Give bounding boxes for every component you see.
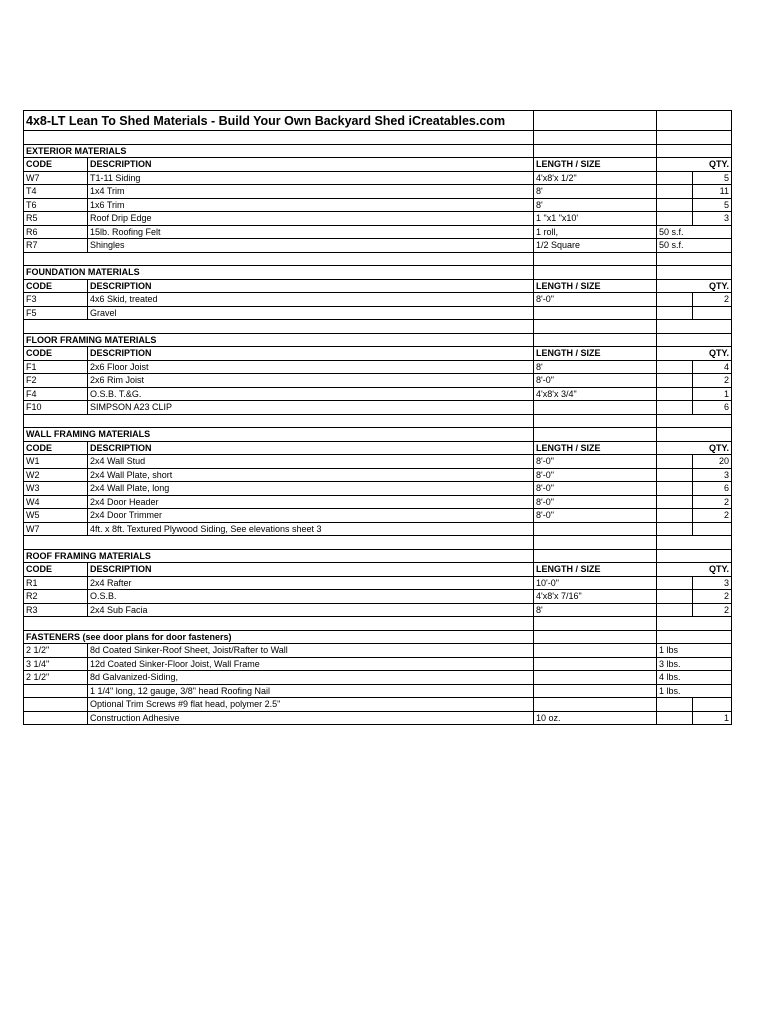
- qty-cell: 3: [693, 576, 732, 590]
- unit-cell: [657, 522, 693, 536]
- qty-cell: 2: [693, 603, 732, 617]
- length-cell: 8': [534, 360, 657, 374]
- code-cell: W5: [24, 509, 88, 523]
- empty-cell: [534, 252, 657, 266]
- qty-cell: 5: [693, 171, 732, 185]
- table-row: [24, 401, 732, 415]
- code-cell: F1: [24, 360, 88, 374]
- code-cell: W4: [24, 495, 88, 509]
- description-cell: Gravel: [88, 306, 534, 320]
- section-heading: FLOOR FRAMING MATERIALS: [24, 333, 534, 347]
- qty-header: QTY.: [657, 441, 732, 455]
- code-cell: 2 1/2": [24, 644, 88, 658]
- description-cell: 12d Coated Sinker-Floor Joist, Wall Frame: [88, 657, 534, 671]
- unit-cell: 1 lbs.: [657, 684, 732, 698]
- qty-header: QTY.: [657, 347, 732, 361]
- empty-cell: [657, 144, 732, 158]
- description-header: DESCRIPTION: [88, 279, 534, 293]
- length-cell: [534, 657, 657, 671]
- empty-cell: [24, 320, 534, 334]
- table-row: [24, 198, 732, 212]
- length-header: LENGTH / SIZE: [534, 441, 657, 455]
- empty-cell: [534, 414, 657, 428]
- unit-cell: [657, 495, 693, 509]
- code-header: CODE: [24, 563, 88, 577]
- qty-cell: 2: [693, 495, 732, 509]
- empty-cell: [657, 630, 732, 644]
- description-cell: 2x4 Wall Plate, short: [88, 468, 534, 482]
- qty-cell: 6: [693, 482, 732, 496]
- description-cell: 1x6 Trim: [88, 198, 534, 212]
- length-cell: 8'-0": [534, 293, 657, 307]
- section-heading-row: [24, 549, 732, 563]
- table-row: [24, 171, 732, 185]
- unit-cell: [657, 603, 693, 617]
- code-cell: R5: [24, 212, 88, 226]
- empty-cell: [24, 131, 534, 145]
- section-heading: ROOF FRAMING MATERIALS: [24, 549, 534, 563]
- description-cell: 2x4 Rafter: [88, 576, 534, 590]
- code-cell: W2: [24, 468, 88, 482]
- empty-cell: [657, 320, 732, 334]
- section-heading-row: [24, 630, 732, 644]
- table-row: [24, 590, 732, 604]
- length-cell: 8'-0": [534, 374, 657, 388]
- length-cell: [534, 522, 657, 536]
- table-row: [24, 225, 732, 239]
- empty-cell: [534, 428, 657, 442]
- table-row: [24, 455, 732, 469]
- description-cell: 1x4 Trim: [88, 185, 534, 199]
- table-row: [24, 482, 732, 496]
- section-heading: EXTERIOR MATERIALS: [24, 144, 534, 158]
- description-cell: 2x4 Wall Stud: [88, 455, 534, 469]
- length-header: LENGTH / SIZE: [534, 563, 657, 577]
- unit-cell: [657, 212, 693, 226]
- length-cell: 8'-0": [534, 455, 657, 469]
- description-cell: 1 1/4" long, 12 gauge, 3/8" head Roofing Nail: [88, 684, 534, 698]
- code-cell: F3: [24, 293, 88, 307]
- qty-header: QTY.: [657, 279, 732, 293]
- code-cell: R1: [24, 576, 88, 590]
- sheet-title: 4x8-LT Lean To Shed Materials - Build Your Own Backyard Shed iCreatables.com: [24, 111, 534, 131]
- qty-cell: 1: [693, 711, 732, 725]
- length-cell: [534, 698, 657, 712]
- materials-table: [23, 110, 732, 725]
- empty-cell: [657, 333, 732, 347]
- description-cell: 2x6 Floor Joist: [88, 360, 534, 374]
- unit-cell: [657, 468, 693, 482]
- table-row: [24, 212, 732, 226]
- qty-cell: 5: [693, 198, 732, 212]
- table-row: [24, 239, 732, 253]
- description-cell: 2x4 Wall Plate, long: [88, 482, 534, 496]
- description-cell: 4ft. x 8ft. Textured Plywood Siding, See elevations sheet 3: [88, 522, 534, 536]
- section-heading: WALL FRAMING MATERIALS: [24, 428, 534, 442]
- unit-cell: [657, 185, 693, 199]
- section-heading: FOUNDATION MATERIALS: [24, 266, 534, 280]
- empty-cell: [657, 549, 732, 563]
- code-header: CODE: [24, 347, 88, 361]
- empty-cell: [24, 252, 534, 266]
- blank-row: [24, 617, 732, 631]
- code-cell: R7: [24, 239, 88, 253]
- unit-cell: [657, 171, 693, 185]
- blank-row: [24, 252, 732, 266]
- column-header-row: [24, 158, 732, 172]
- code-cell: W3: [24, 482, 88, 496]
- qty-cell: 1: [693, 387, 732, 401]
- table-row: [24, 684, 732, 698]
- empty-cell: [534, 144, 657, 158]
- blank-row: [24, 414, 732, 428]
- code-cell: R3: [24, 603, 88, 617]
- description-cell: T1-11 Siding: [88, 171, 534, 185]
- qty-cell: 4: [693, 360, 732, 374]
- column-header-row: [24, 441, 732, 455]
- description-cell: SIMPSON A23 CLIP: [88, 401, 534, 415]
- code-cell: W7: [24, 522, 88, 536]
- section-heading-row: [24, 144, 732, 158]
- length-cell: 4'x8'x 1/2": [534, 171, 657, 185]
- blank-row: [24, 320, 732, 334]
- unit-cell: [657, 374, 693, 388]
- empty-cell: [534, 320, 657, 334]
- description-cell: Construction Adhesive: [88, 711, 534, 725]
- unit-cell: 50 s.f.: [657, 225, 732, 239]
- empty-cell: [657, 252, 732, 266]
- qty-header: QTY.: [657, 158, 732, 172]
- description-cell: Optional Trim Screws #9 flat head, polymer 2.5": [88, 698, 534, 712]
- length-cell: [534, 644, 657, 658]
- blank-row: [24, 536, 732, 550]
- empty-cell: [24, 414, 534, 428]
- empty-cell: [24, 536, 534, 550]
- table-row: [24, 495, 732, 509]
- length-header: LENGTH / SIZE: [534, 347, 657, 361]
- empty-cell: [534, 549, 657, 563]
- code-cell: [24, 711, 88, 725]
- section-heading-row: [24, 428, 732, 442]
- empty-cell: [657, 536, 732, 550]
- description-cell: 2x4 Sub Facia: [88, 603, 534, 617]
- empty-cell: [534, 333, 657, 347]
- code-cell: F5: [24, 306, 88, 320]
- unit-cell: [657, 387, 693, 401]
- empty-cell: [24, 617, 534, 631]
- length-cell: [534, 401, 657, 415]
- description-header: DESCRIPTION: [88, 563, 534, 577]
- empty-cell: [534, 111, 657, 131]
- qty-cell: 11: [693, 185, 732, 199]
- unit-cell: [657, 401, 693, 415]
- code-cell: R2: [24, 590, 88, 604]
- qty-cell: 2: [693, 509, 732, 523]
- unit-cell: [657, 576, 693, 590]
- unit-cell: [657, 711, 693, 725]
- length-cell: 8'-0": [534, 482, 657, 496]
- qty-cell: [693, 306, 732, 320]
- empty-cell: [657, 617, 732, 631]
- code-cell: F2: [24, 374, 88, 388]
- empty-cell: [534, 131, 657, 145]
- table-row: [24, 509, 732, 523]
- unit-cell: 50 s.f.: [657, 239, 732, 253]
- qty-cell: 3: [693, 468, 732, 482]
- length-cell: 8': [534, 603, 657, 617]
- code-cell: 2 1/2": [24, 671, 88, 685]
- description-cell: 15lb. Roofing Felt: [88, 225, 534, 239]
- unit-cell: 1 lbs: [657, 644, 732, 658]
- code-cell: F10: [24, 401, 88, 415]
- description-cell: 2x4 Door Trimmer: [88, 509, 534, 523]
- description-header: DESCRIPTION: [88, 158, 534, 172]
- length-cell: [534, 684, 657, 698]
- description-header: DESCRIPTION: [88, 441, 534, 455]
- qty-cell: [693, 522, 732, 536]
- column-header-row: [24, 563, 732, 577]
- description-header: DESCRIPTION: [88, 347, 534, 361]
- table-row: [24, 657, 732, 671]
- code-header: CODE: [24, 441, 88, 455]
- qty-cell: 2: [693, 293, 732, 307]
- empty-cell: [657, 131, 732, 145]
- unit-cell: [657, 509, 693, 523]
- description-cell: O.S.B. T.&G.: [88, 387, 534, 401]
- length-cell: 10'-0": [534, 576, 657, 590]
- code-cell: 3 1/4": [24, 657, 88, 671]
- code-header: CODE: [24, 158, 88, 172]
- title-row: [24, 111, 732, 131]
- section-heading: FASTENERS (see door plans for door fasteners): [24, 630, 534, 644]
- length-cell: 4'x8'x 3/4": [534, 387, 657, 401]
- qty-cell: 3: [693, 212, 732, 226]
- table-row: [24, 671, 732, 685]
- empty-cell: [534, 617, 657, 631]
- table-row: [24, 360, 732, 374]
- length-cell: 8': [534, 198, 657, 212]
- length-cell: 1/2 Square: [534, 239, 657, 253]
- table-row: [24, 468, 732, 482]
- code-cell: T4: [24, 185, 88, 199]
- qty-header: QTY.: [657, 563, 732, 577]
- section-heading-row: [24, 333, 732, 347]
- description-cell: Shingles: [88, 239, 534, 253]
- code-cell: W7: [24, 171, 88, 185]
- length-cell: 8'-0": [534, 468, 657, 482]
- length-cell: 1 roll,: [534, 225, 657, 239]
- code-cell: W1: [24, 455, 88, 469]
- code-cell: T6: [24, 198, 88, 212]
- table-row: [24, 306, 732, 320]
- code-cell: R6: [24, 225, 88, 239]
- section-heading-row: [24, 266, 732, 280]
- description-cell: 8d Galvanized-Siding,: [88, 671, 534, 685]
- table-row: [24, 711, 732, 725]
- table-row: [24, 603, 732, 617]
- length-cell: 4'x8'x 7/16": [534, 590, 657, 604]
- unit-cell: [657, 360, 693, 374]
- table-row: [24, 185, 732, 199]
- length-cell: [534, 306, 657, 320]
- qty-cell: 2: [693, 590, 732, 604]
- code-header: CODE: [24, 279, 88, 293]
- length-cell: [534, 671, 657, 685]
- empty-cell: [657, 266, 732, 280]
- column-header-row: [24, 279, 732, 293]
- qty-cell: [693, 698, 732, 712]
- length-cell: 10 oz.: [534, 711, 657, 725]
- unit-cell: 3 lbs.: [657, 657, 732, 671]
- unit-cell: 4 lbs.: [657, 671, 732, 685]
- table-row: [24, 698, 732, 712]
- empty-cell: [657, 414, 732, 428]
- description-cell: Roof Drip Edge: [88, 212, 534, 226]
- length-header: LENGTH / SIZE: [534, 158, 657, 172]
- table-row: [24, 644, 732, 658]
- length-cell: 8'-0": [534, 495, 657, 509]
- empty-cell: [534, 536, 657, 550]
- description-cell: 8d Coated Sinker-Roof Sheet, Joist/Rafter to Wall: [88, 644, 534, 658]
- blank-row: [24, 131, 732, 145]
- qty-cell: 2: [693, 374, 732, 388]
- unit-cell: [657, 590, 693, 604]
- empty-cell: [534, 630, 657, 644]
- column-header-row: [24, 347, 732, 361]
- unit-cell: [657, 698, 693, 712]
- unit-cell: [657, 306, 693, 320]
- empty-cell: [657, 428, 732, 442]
- qty-cell: 20: [693, 455, 732, 469]
- table-row: [24, 576, 732, 590]
- table-row: [24, 374, 732, 388]
- empty-cell: [657, 111, 732, 131]
- unit-cell: [657, 198, 693, 212]
- empty-cell: [534, 266, 657, 280]
- unit-cell: [657, 482, 693, 496]
- length-cell: 8': [534, 185, 657, 199]
- length-cell: 8'-0": [534, 509, 657, 523]
- code-cell: [24, 698, 88, 712]
- table-row: [24, 522, 732, 536]
- table-row: [24, 293, 732, 307]
- unit-cell: [657, 293, 693, 307]
- length-cell: 1 "x1 "x10': [534, 212, 657, 226]
- description-cell: 2x4 Door Header: [88, 495, 534, 509]
- code-cell: [24, 684, 88, 698]
- description-cell: 2x6 Rim Joist: [88, 374, 534, 388]
- table-row: [24, 387, 732, 401]
- qty-cell: 6: [693, 401, 732, 415]
- description-cell: 4x6 Skid, treated: [88, 293, 534, 307]
- length-header: LENGTH / SIZE: [534, 279, 657, 293]
- description-cell: O.S.B.: [88, 590, 534, 604]
- unit-cell: [657, 455, 693, 469]
- code-cell: F4: [24, 387, 88, 401]
